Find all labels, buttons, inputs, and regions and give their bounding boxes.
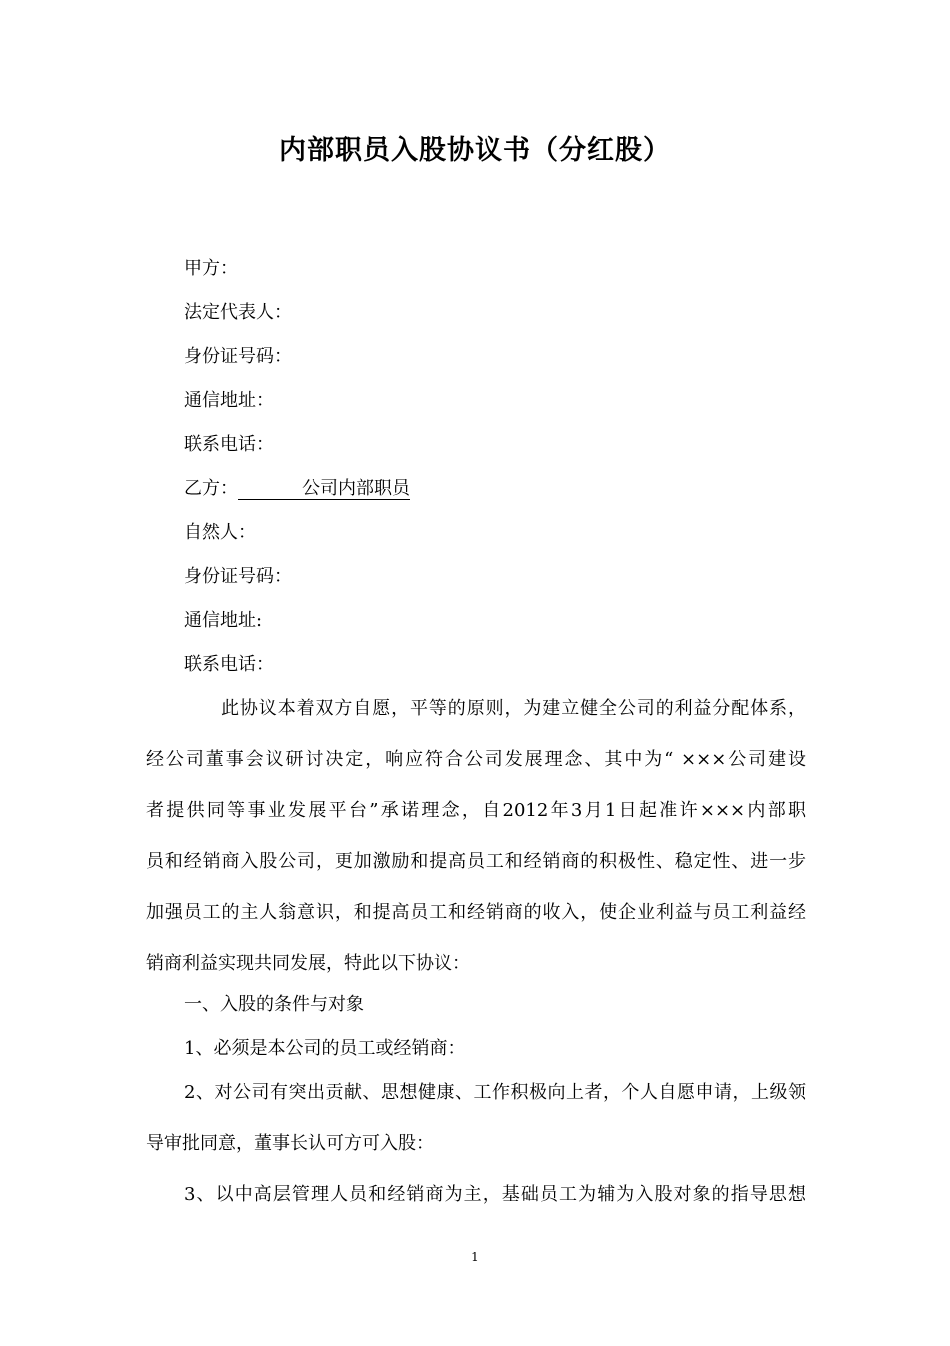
party-b-natural-person: 自然人： [184,522,256,543]
section-1-item-2-continued: 导审批同意，董事长认可方可入股： [146,1133,434,1154]
document-title: 内部职员入股协议书（分红股） [279,135,671,166]
preamble-line: 经公司董事会议研讨决定，响应符合公司发展理念、其中为“ ×××公司建设 [146,749,806,770]
party-a-heading: 甲方： [184,258,238,279]
party-a-id-number: 身份证号码： [184,346,292,367]
party-a-phone: 联系电话： [184,434,274,455]
preamble-line: 加强员工的主人翁意识，和提高员工和经销商的收入，使企业利益与员工利益经 [146,902,806,923]
party-b-value: 公司内部职员 [238,479,410,500]
party-b-id-number: 身份证号码： [184,566,292,587]
preamble-line: 者提供同等事业发展平台”承诺理念，自2012年3月1日起准许×××内部职 [146,800,806,821]
section-1-item-3: 3、以中高层管理人员和经销商为主，基础员工为辅为入股对象的指导思想 [184,1184,806,1205]
page-number: 1 [471,1250,479,1264]
party-a-legal-rep: 法定代表人： [184,302,292,323]
party-a-address: 通信地址： [184,390,274,411]
party-b-line [184,477,410,501]
preamble-line: 此协议本着双方自愿，平等的原则，为建立健全公司的利益分配体系， [221,698,806,719]
section-1-item-2: 2、对公司有突出贡献、思想健康、工作积极向上者，个人自愿申请，上级领 [184,1082,806,1103]
section-1-heading: 一、入股的条件与对象 [184,994,364,1015]
section-1-item-1: 1、必须是本公司的员工或经销商： [184,1038,466,1059]
party-b-heading: 乙方： [184,478,238,499]
party-b-phone: 联系电话： [184,654,274,675]
preamble-line: 销商利益实现共同发展，特此以下协议： [146,953,470,974]
party-b-address: 通信地址: [184,610,263,631]
preamble-line: 员和经销商入股公司，更加激励和提高员工和经销商的积极性、稳定性、进一步 [146,851,806,872]
